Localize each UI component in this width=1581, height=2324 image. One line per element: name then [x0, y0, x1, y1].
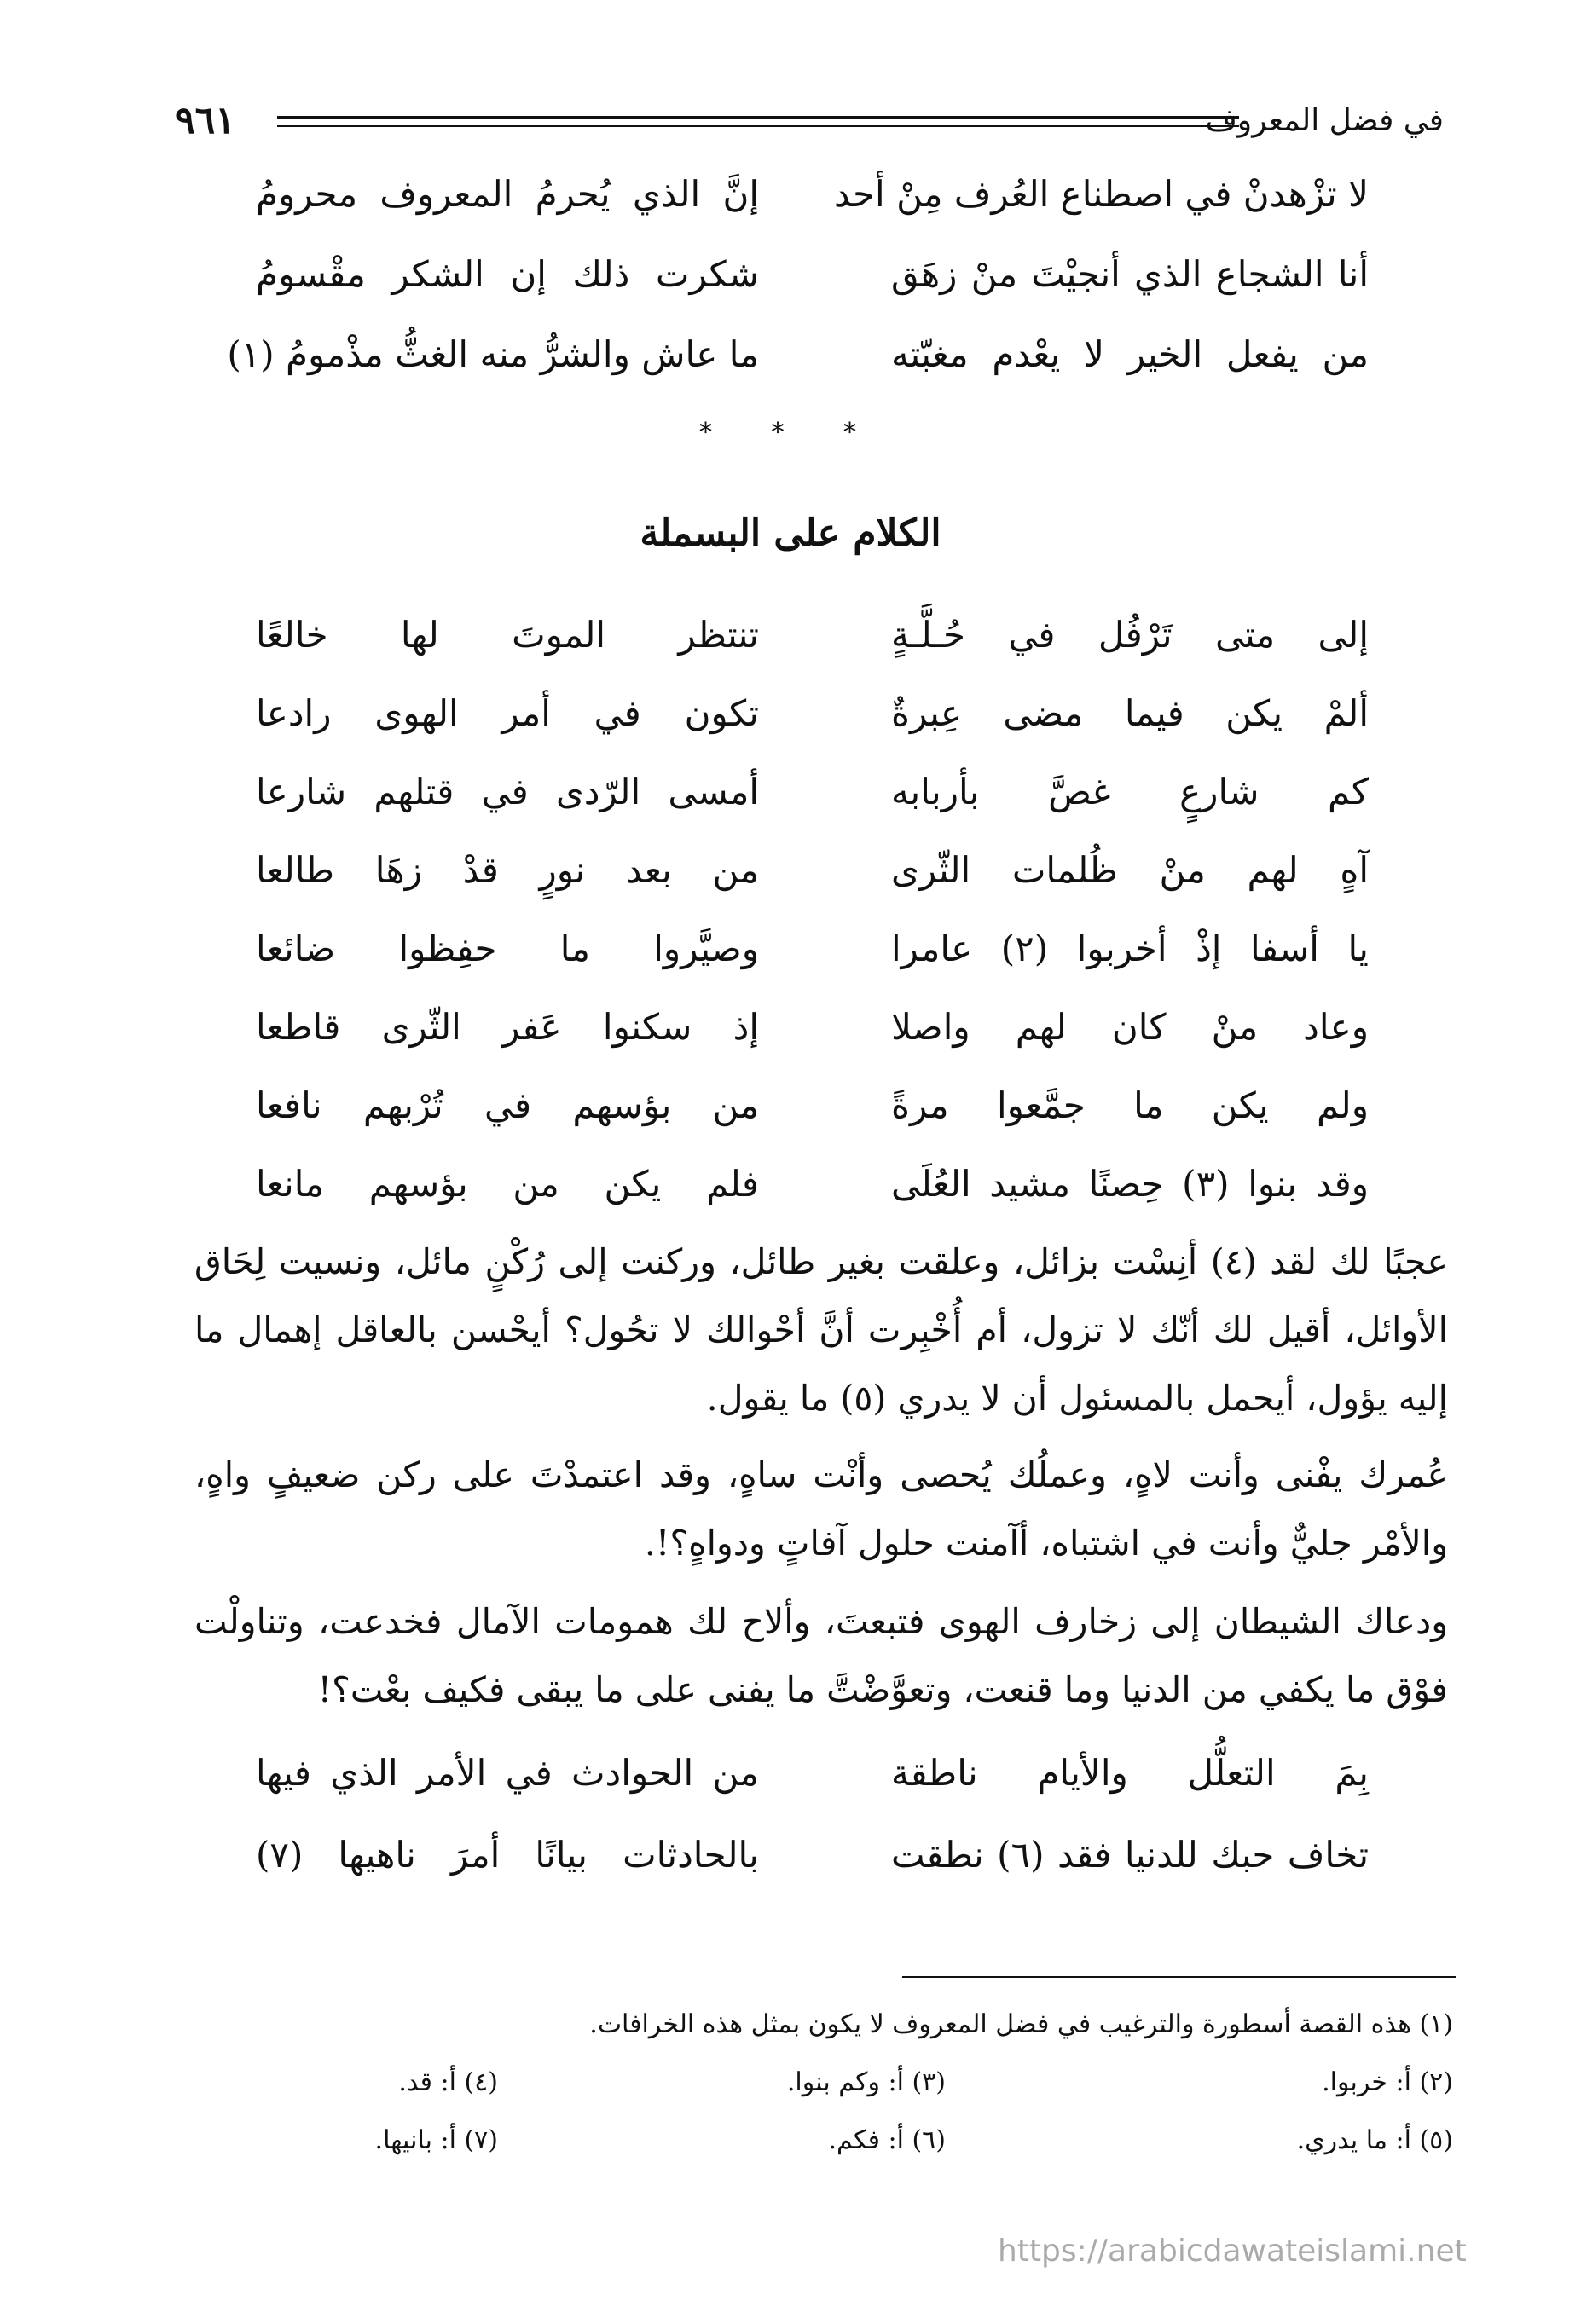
verse-line	[256, 1821, 1369, 1889]
verse-line	[256, 836, 1369, 905]
verse-second-hemistich: من الحوادث في الأمر الذي فيها	[256, 1752, 759, 1794]
verse-second-hemistich: تكون في أمر الهوى رادعا	[256, 692, 759, 734]
verse-first-hemistich: تخاف حبك للدنيا فقد (٦) نطقت	[891, 1834, 1370, 1876]
verse-line	[256, 1739, 1369, 1807]
verse-first-hemistich: آهٍ لهم منْ ظُلمات الثّرى	[891, 849, 1369, 891]
verse-first-hemistich: أنا الشجاع الذي أنجيْتَ منْ زهَق	[891, 253, 1369, 295]
page-number: ٩٦١	[175, 99, 235, 142]
footnote: (٥) أ: ما يدري.	[1296, 2125, 1453, 2155]
verse-line	[256, 993, 1369, 1061]
verse-second-hemistich: شكرت ذلك إن الشكر مقْسومُ	[256, 253, 759, 295]
verse-first-hemistich: وعاد منْ كان لهم واصلا	[891, 1006, 1369, 1048]
verse-line	[256, 679, 1369, 748]
verse-first-hemistich: ولم يكن ما جمَّعوا مرةً	[891, 1084, 1369, 1126]
verse-second-hemistich: وصيَّروا ما حفِظوا ضائعا	[256, 928, 759, 969]
verse-second-hemistich: ما عاش والشرُّ منه الغثُّ مذْمومُ (١)	[227, 333, 759, 375]
verse-first-hemistich: ألمْ يكن فيما مضى عِبرةٌ	[891, 692, 1369, 734]
footnote: (٣) أ: وكم بنوا.	[786, 2067, 946, 2097]
prose-paragraph: عُمرك يفْنى وأنت لاهٍ، وعملُك يُحصى وأنْت ساهٍ، وقد اعتمدْتَ على ركن ضعيفٍ واهٍ، والأمْر جليٌّ وأنت في اشتباه، أآمنت حلول آفاتٍ ودواهٍ؟!.	[194, 1454, 1448, 1564]
verse-first-hemistich: كم شارعٍ غصَّ بأربابه	[891, 771, 1369, 812]
verse-line	[256, 160, 1369, 228]
verse-line	[256, 240, 1369, 309]
verse-line	[256, 915, 1369, 983]
verse-second-hemistich: من بعد نورٍ قدْ زهَا طالعا	[256, 849, 759, 891]
watermark-url: https://arabicdawateislami.net	[998, 2234, 1467, 2269]
prose-paragraph: ودعاك الشيطان إلى زخارف الهوى فتبعتَ، وألاح لك همومات الآمال فخدعت، وتناولْت فوْق ما يكفي من الدنيا وما قنعت، وتعوَّضْتَّ ما يفنى على ما يبقى فكيف بعْت؟!	[194, 1601, 1448, 1710]
footnote: (٧) أ: بانيها.	[374, 2125, 498, 2155]
verse-first-hemistich: من يفعل الخير لا يعْدم مغبّته	[891, 333, 1369, 375]
section-title: في فضل المعروف	[1205, 103, 1444, 138]
verse-second-hemistich: إذ سكنوا عَفر الثّرى قاطعا	[256, 1006, 759, 1048]
verse-first-hemistich: لا تزْهدنْ في اصطناع العُرف مِنْ أحد	[834, 173, 1369, 215]
verse-second-hemistich: بالحادثات بيانًا أمرَ ناهيها (٧)	[256, 1834, 759, 1876]
verse-second-hemistich: إنَّ الذي يُحرمُ المعروف محرومُ	[256, 173, 759, 215]
section-heading: الكلام على البسملة	[640, 512, 941, 555]
footnote-rule	[902, 1976, 1456, 1978]
verse-second-hemistich: تنتظر الموتَ لها خالعًا	[256, 614, 759, 656]
verse-line	[227, 321, 1369, 389]
running-header	[175, 95, 1444, 147]
footnote: (٤) أ: قد.	[398, 2067, 498, 2097]
verse-second-hemistich: فلم يكن من بؤسهم مانعا	[256, 1163, 759, 1205]
verse-second-hemistich: من بؤسهم في تُرْبهم نافعا	[256, 1084, 759, 1126]
verse-line	[256, 1072, 1369, 1140]
footnote: (٢) أ: خربوا.	[1322, 2067, 1453, 2097]
header-rule	[277, 116, 1239, 127]
section-separator: * * *	[698, 418, 883, 448]
footnote: (١) هذه القصة أسطورة والترغيب في فضل المعروف لا يكون بمثل هذه الخرافات.	[589, 2009, 1453, 2039]
verse-first-hemistich: بِمَ التعلُّل والأيام ناطقة	[891, 1752, 1369, 1794]
verse-first-hemistich: وقد بنوا (٣) حِصنًا مشيد العُلَى	[891, 1163, 1369, 1205]
verse-first-hemistich: إلى متى تَرْفُل في حُـلَّـةٍ	[891, 614, 1369, 656]
prose-paragraph: عجبًا لك لقد (٤) أنِسْت بزائل، وعلقت بغير طائل، وركنت إلى رُكْنٍ مائل، ونسيت لِحَاق الأوائل، أقيل لك أنّك لا تزول، أم أُخْبِرت أنَّ أحْوالك لا تحُول؟ أيحْسن بالعاقل إهمال ما إليه يؤول، أيحمل بالمسئول أن لا يدري (٥) ما يقول.	[194, 1241, 1448, 1419]
verse-second-hemistich: أمسى الرّدى في قتلهم شارعا	[256, 771, 759, 812]
footnote: (٦) أ: فكم.	[828, 2125, 946, 2155]
verse-first-hemistich: يا أسفا إذْ أخربوا (٢) عامرا	[891, 928, 1369, 969]
verse-line	[256, 758, 1369, 826]
verse-line	[256, 601, 1369, 669]
verse-line	[256, 1150, 1369, 1218]
